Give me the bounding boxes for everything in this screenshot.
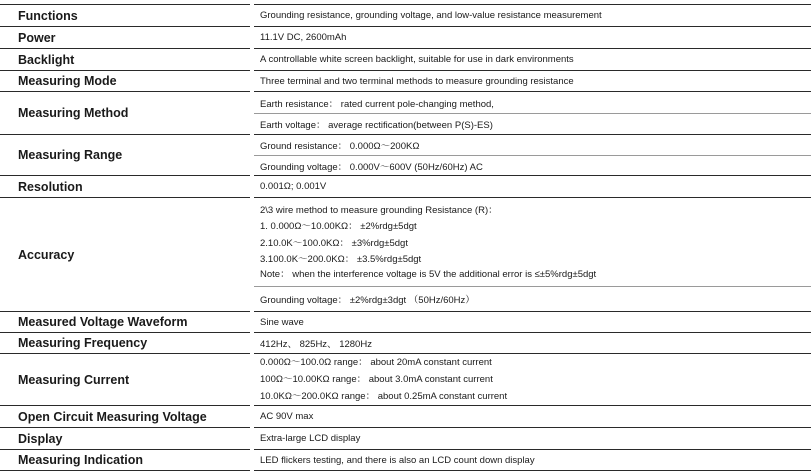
- spec-row-measuring-current: [0, 354, 811, 405]
- spec-row-functions: [0, 5, 811, 26]
- spec-value: AC 90V max: [260, 411, 314, 422]
- accuracy-line: Note： when the interference voltage is 5V the additional error is ≤±5%rdg±5dgt: [260, 269, 597, 280]
- spec-row-measuring-range: [0, 135, 811, 175]
- current-line: 0.000Ω～100.0Ω range： about 20mA constant current: [260, 357, 492, 368]
- spec-label: Measuring Frequency: [18, 336, 148, 350]
- spec-row-voltage-waveform: [0, 312, 811, 332]
- spec-row-display: [0, 428, 811, 449]
- spec-value: Grounding voltage： 0.000V～600V (50Hz/60Hz) AC: [260, 161, 483, 173]
- spec-row-measuring-method: [0, 92, 811, 134]
- spec-label: Power: [18, 30, 56, 45]
- spec-label: Accuracy: [18, 247, 75, 262]
- accuracy-line: 3.100.0K～200.0KΩ： ±3.5%rdg±5dgt: [260, 254, 422, 265]
- spec-value: Sine wave: [260, 316, 304, 328]
- spec-label: Measuring Method: [18, 106, 129, 120]
- spec-row-accuracy: [0, 198, 811, 311]
- spec-label: Measuring Range: [18, 148, 123, 162]
- spec-row-power: [0, 27, 811, 48]
- current-line: 10.0KΩ～200.0KΩ range： about 0.25mA constant current: [260, 391, 508, 402]
- spec-value: 11.1V DC, 2600mAh: [260, 32, 347, 43]
- spec-value: Earth voltage： average rectification(between P(S)-ES): [260, 120, 493, 131]
- spec-value: Extra-large LCD display: [260, 433, 361, 444]
- spec-value: Grounding resistance, grounding voltage, and low-value resistance measurement: [260, 10, 602, 21]
- accuracy-line: 2.10.0K～100.0KΩ： ±3%rdg±5dgt: [260, 238, 408, 249]
- spec-row-measuring-mode: [0, 71, 811, 91]
- spec-label: Measuring Indication: [18, 453, 144, 467]
- spec-value: LED flickers testing, and there is also an LCD count down display: [260, 454, 535, 466]
- spec-row-measuring-frequency: [0, 333, 811, 353]
- spec-label: Open Circuit Measuring Voltage: [18, 409, 207, 424]
- spec-value: A controllable white screen backlight, suitable for use in dark environments: [260, 54, 574, 65]
- spec-value: 0.001Ω; 0.001V: [260, 181, 327, 192]
- rule: [0, 470, 250, 471]
- current-line: 100Ω～10.00KΩ range： about 3.0mA constant current: [260, 374, 493, 385]
- spec-label: Measuring Mode: [18, 74, 117, 88]
- spec-row-open-circuit-voltage: [0, 406, 811, 427]
- spec-label: Measuring Current: [18, 372, 130, 387]
- spec-label: Functions: [18, 8, 78, 23]
- spec-value: Earth resistance： rated current pole-changing method,: [260, 98, 494, 110]
- spec-label: Display: [18, 431, 63, 446]
- spec-label: Resolution: [18, 179, 83, 194]
- spec-value: Ground resistance： 0.000Ω～200KΩ: [260, 141, 420, 152]
- accuracy-line: 1. 0.000Ω～10.00KΩ： ±2%rdg±5dgt: [260, 221, 417, 232]
- spec-value: Three terminal and two terminal methods to measure grounding resistance: [260, 75, 574, 87]
- spec-row-measuring-indication: [0, 450, 811, 470]
- spec-value: Grounding voltage： ±2%rdg±3dgt （50Hz/60Hz）: [260, 295, 475, 306]
- spec-label: Measured Voltage Waveform: [18, 315, 188, 329]
- spec-label: Backlight: [18, 52, 75, 67]
- rule: [254, 470, 811, 471]
- spec-value: 412Hz、 825Hz、 1280Hz: [260, 339, 372, 350]
- spec-row-resolution: [0, 176, 811, 197]
- spec-row-backlight: [0, 49, 811, 70]
- accuracy-line: 2\3 wire method to measure grounding Resistance (R)：: [260, 205, 498, 216]
